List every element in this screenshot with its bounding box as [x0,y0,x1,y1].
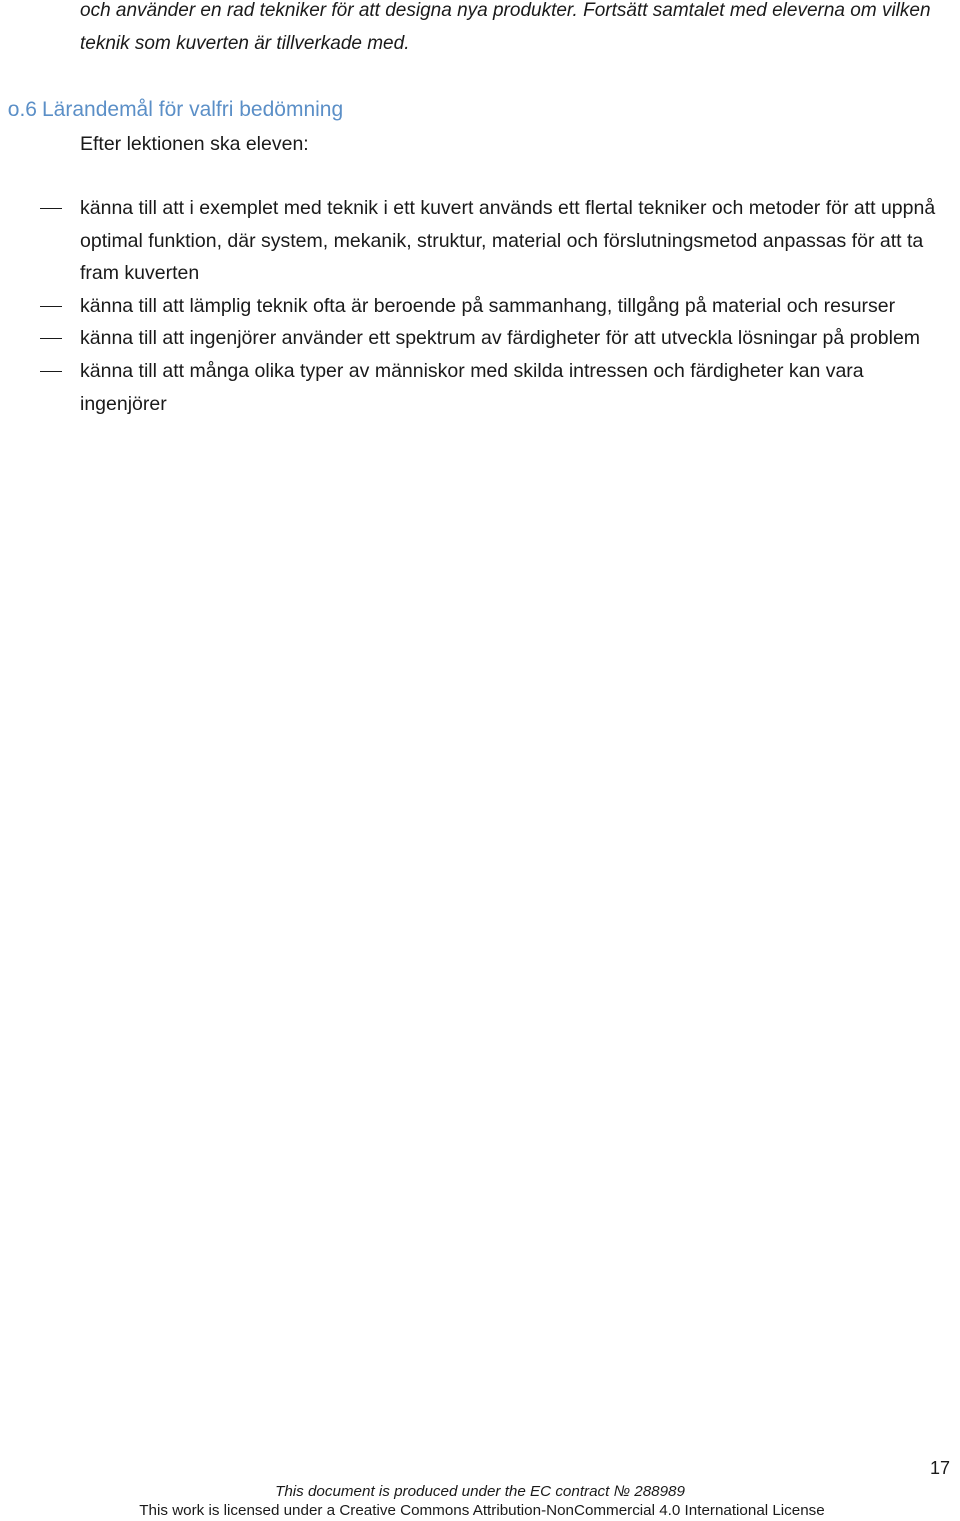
dash-bullet-icon [40,306,62,307]
list-item-text: känna till att många olika typer av människor med skilda intressen och färdigheter kan vara ingenjörer [80,359,864,415]
dash-bullet-icon [40,371,62,372]
dash-bullet-icon [40,338,62,339]
section-title: Lärandemål för valfri bedömning [42,98,344,121]
footer-contract-notice: This document is produced under the EC contract № 288989 [275,1483,685,1500]
list-item-text: känna till att i exemplet med teknik i ett kuvert används ett flertal tekniker och metoder för att uppnå optimal funktion, där system, mekanik, struktur, material och förslutningsmetod anpassas för att ta fram kuverten [80,197,936,285]
list-item-text: känna till att lämplig teknik ofta är beroende på sammanhang, tillgång på material och resurser [80,294,896,317]
list-item [0,322,960,355]
dash-bullet-icon [40,208,62,209]
list-item [0,290,960,323]
page-number: 17 [929,1458,951,1478]
learning-goals-list [0,192,960,420]
list-item [0,355,960,420]
intro-paragraph: och använder en rad tekniker för att designa nya produkter. Fortsätt samtalet med eleverna om vilken teknik som kuverten är tillverkade med. [80,0,931,54]
footer-license-notice: This work is licensed under a Creative Commons Attribution-NonCommercial 4.0 International License [139,1502,825,1519]
section-subheading: Efter lektionen ska eleven: [80,133,309,155]
section-number: o.6 [7,98,37,121]
list-item [0,192,960,290]
list-item-text: känna till att ingenjörer använder ett spektrum av färdigheter för att utveckla lösningar på problem [80,327,921,350]
